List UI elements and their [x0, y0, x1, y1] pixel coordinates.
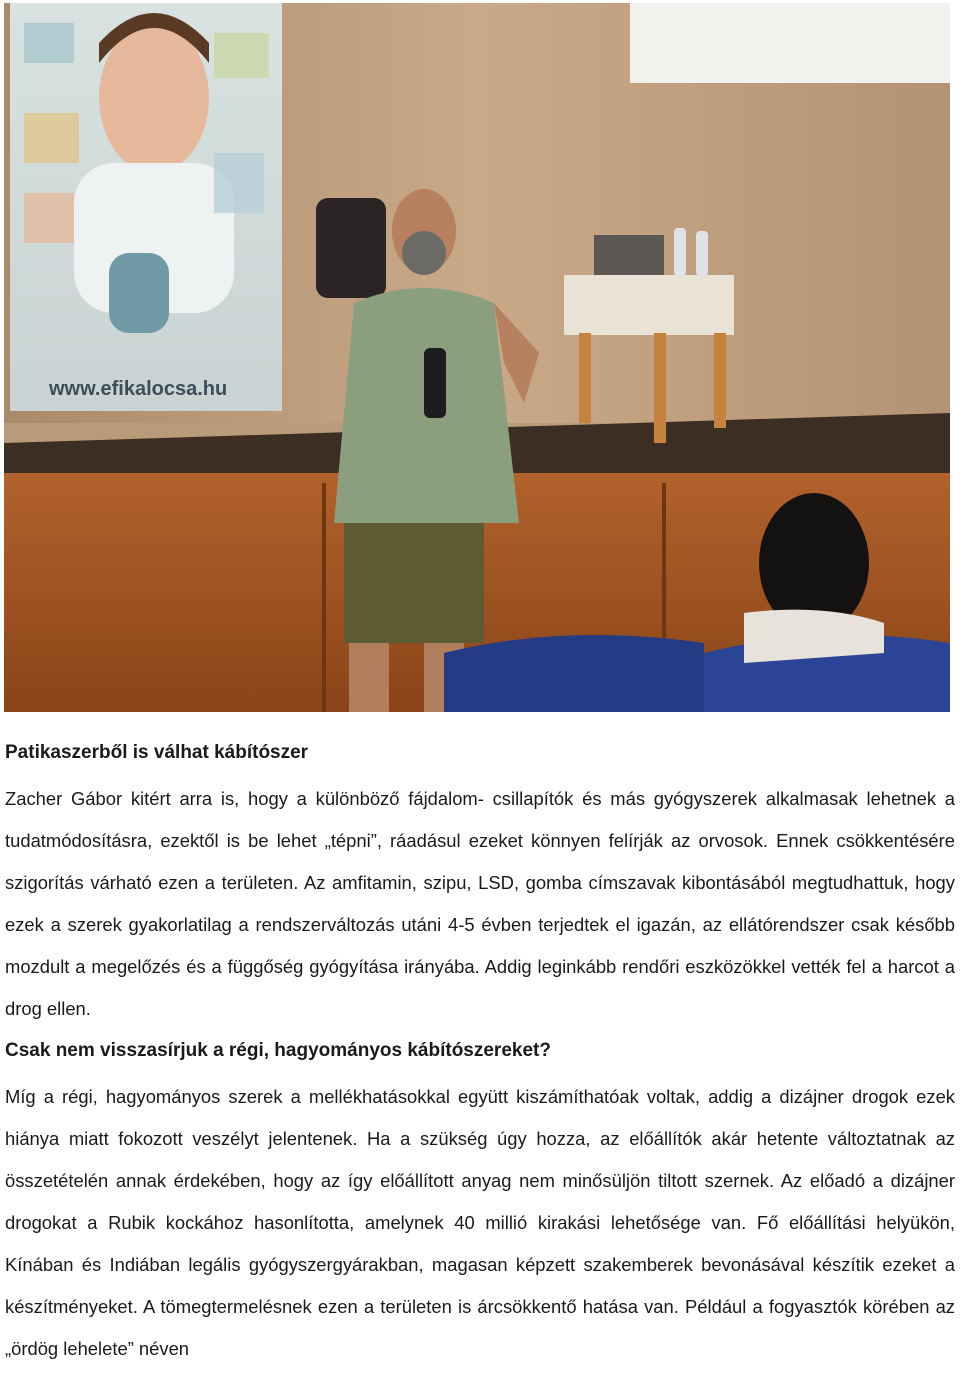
banner-url: www.efikalocsa.hu [49, 378, 228, 400]
article [5, 738, 955, 1370]
side-table [564, 275, 734, 335]
projection-screen [630, 3, 950, 83]
lecture-photo [4, 3, 950, 712]
section-heading: Csak nem visszasírjuk a régi, hagyományos kábítószereket? [5, 1040, 551, 1061]
section-heading: Patikaszerből is válhat kábítószer [5, 742, 309, 763]
article-paragraph: Míg a régi, hagyományos szerek a mellékhatásokkal együtt kiszámíthatóak voltak, addig a dizájner drogok ezek hiánya miatt fokozott veszélyt jelentenek. Ha a szükség úgy hozza, az előállítók akár hetente változtatnak az összetételén annak érdekében, hogy az így előállított anyag nem minősüljön tiltott szernek. Az előadó a dizájner drogokat a Rubik kockához hasonlította, amelynek 40 millió kirakási lehetősége van. Fő előállítási helyükön, Kínában és Indiában legális gyógyszergyárakban, magasan képzett szakemberek bevonásával készítik ezeket a készítményeket. A tömegtermelésnek ezen a területen is árcsökkentő hatása van. Például a fogyasztók körében az „ördög lehelete” néven [5, 1086, 955, 1359]
article-paragraph: Zacher Gábor kitért arra is, hogy a különböző fájdalom- csillapítók és más gyógyszerek alkalmasak lehetnek a tudatmódosításra, ezektől is be lehet „tépni”, ráadásul ezeket könnyen felírják az orvosok. Ennek csökkentésére szigorítás várható ezen a területen. Az amfitamin, szipu, LSD, gomba címszavak kibontásából megtudhattuk, hogy ezek a szerek gyakorlatilag a rendszerváltozás utáni 4-5 évben terjedtek el igazán, az ellátórendszer csak később mozdult a megelőzés és a függőség gyógyítása irányába. Addig leginkább rendőri eszközökkel vették fel a harcot a drog ellen. [5, 788, 955, 1019]
